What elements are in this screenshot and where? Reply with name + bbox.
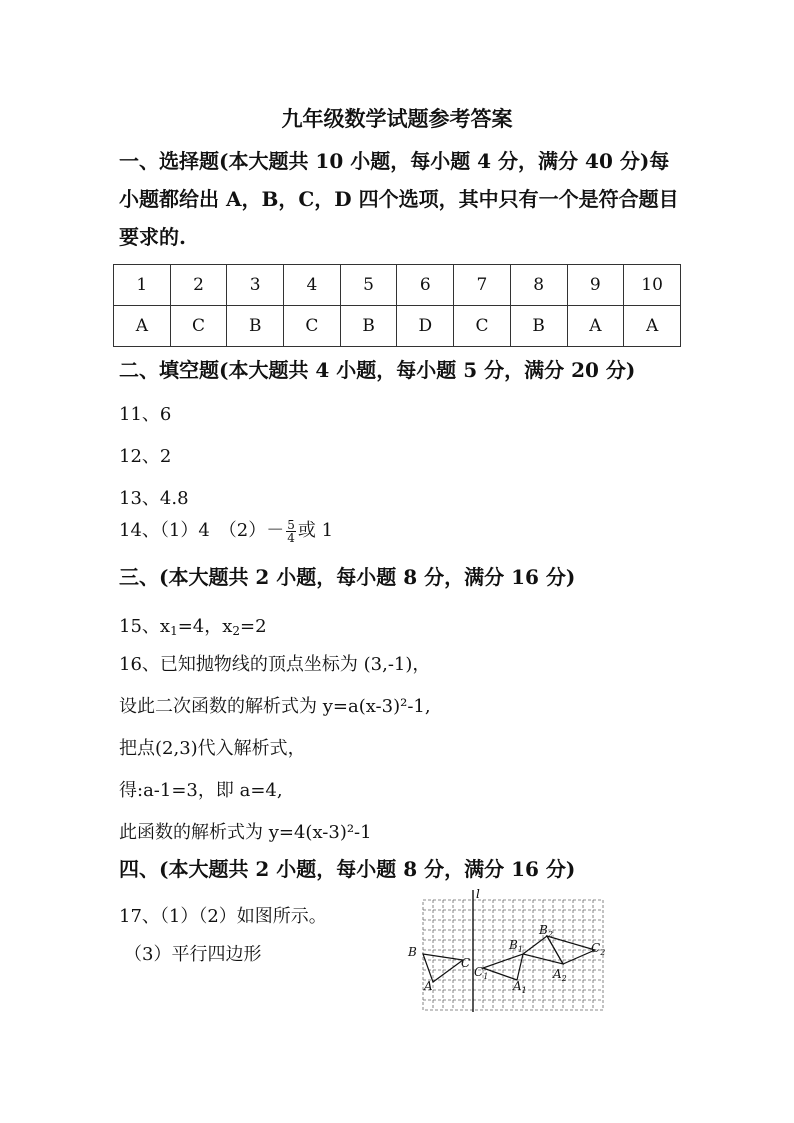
answer-15-text: =4，x: [177, 616, 233, 637]
axis-label: l: [476, 887, 480, 901]
fraction-denominator: 4: [287, 530, 295, 545]
label-A: A: [424, 979, 433, 993]
table-cell: B: [227, 306, 284, 347]
label-A1: $A_1$: [513, 979, 527, 995]
answer-16-line2: 设此二次函数的解析式为 y=a(x-3)²-1,: [119, 696, 431, 717]
table-cell: B: [510, 306, 567, 347]
table-cell: 7: [454, 265, 511, 306]
answer-16-line3: 把点(2,3)代入解析式，: [119, 738, 306, 759]
answer-17-line2: （3）平行四边形: [124, 944, 262, 965]
table-cell: 8: [510, 265, 567, 306]
answer-14: [119, 516, 333, 544]
table-cell: A: [114, 306, 171, 347]
table-row-answers: [114, 306, 681, 347]
answer-11: 11、6: [119, 404, 172, 425]
table-cell: 3: [227, 265, 284, 306]
answer-15-text: =2: [240, 616, 267, 637]
label-C: C: [461, 956, 471, 970]
fraction: [286, 519, 296, 544]
answer-14-part1: 14、（1）4 （2）－: [119, 520, 285, 541]
table-cell: C: [454, 306, 511, 347]
page-title: 九年级数学试题参考答案: [281, 106, 513, 131]
geometry-figure: [405, 886, 610, 1016]
answer-table: [113, 264, 681, 347]
table-row-numbers: [114, 265, 681, 306]
fraction-numerator: 5: [287, 517, 295, 532]
answer-13: 13、4.8: [119, 488, 189, 509]
table-cell: C: [284, 306, 341, 347]
label-B2: $B_2$: [539, 923, 553, 939]
answer-15-text: 15、x: [119, 616, 171, 637]
table-cell: 4: [284, 265, 341, 306]
table-cell: C: [170, 306, 227, 347]
answer-16-line4: 得:a-1=3，即 a=4,: [119, 780, 283, 801]
table-cell: D: [397, 306, 454, 347]
subscript: 2: [232, 624, 241, 638]
answer-17-line1: 17、（1）（2）如图所示。: [119, 906, 327, 927]
section1-text: 一、选择题(本大题共 10 小题，每小题 4 分，满分 40 分)每小题都给出 A，B，C，D 四个选项，其中只有一个是符合题目要求的.: [119, 149, 679, 249]
table-cell: A: [567, 306, 624, 347]
answer-14-part2: 或 1: [297, 520, 334, 541]
label-B: B: [408, 945, 417, 959]
subscript: 1: [170, 624, 178, 638]
answer-16-line5: 此函数的解析式为 y=4(x-3)²-1: [119, 822, 372, 843]
table-cell: 2: [170, 265, 227, 306]
section3-heading: 三、(本大题共 2 小题，每小题 8 分，满分 16 分): [119, 565, 576, 589]
answer-12: 12、2: [119, 446, 172, 467]
table-cell: 9: [567, 265, 624, 306]
label-B1: $B_1$: [509, 938, 523, 954]
answer-16-line1: 16、已知抛物线的顶点坐标为 (3,-1)，: [119, 654, 431, 675]
table-cell: B: [340, 306, 397, 347]
label-C2: $C_2$: [591, 941, 606, 957]
section2-heading: 二、填空题(本大题共 4 小题，每小题 5 分，满分 20 分): [119, 358, 636, 382]
grid: [423, 900, 606, 1010]
table-cell: 1: [114, 265, 171, 306]
table-cell: 6: [397, 265, 454, 306]
table-cell: A: [624, 306, 681, 347]
label-C1: $C_1$: [474, 965, 489, 981]
table-cell: 5: [340, 265, 397, 306]
label-A2: $A_2$: [553, 967, 567, 983]
answer-15: [119, 612, 267, 638]
table-cell: 10: [624, 265, 681, 306]
section4-heading: 四、(本大题共 2 小题，每小题 8 分，满分 16 分): [119, 857, 576, 881]
